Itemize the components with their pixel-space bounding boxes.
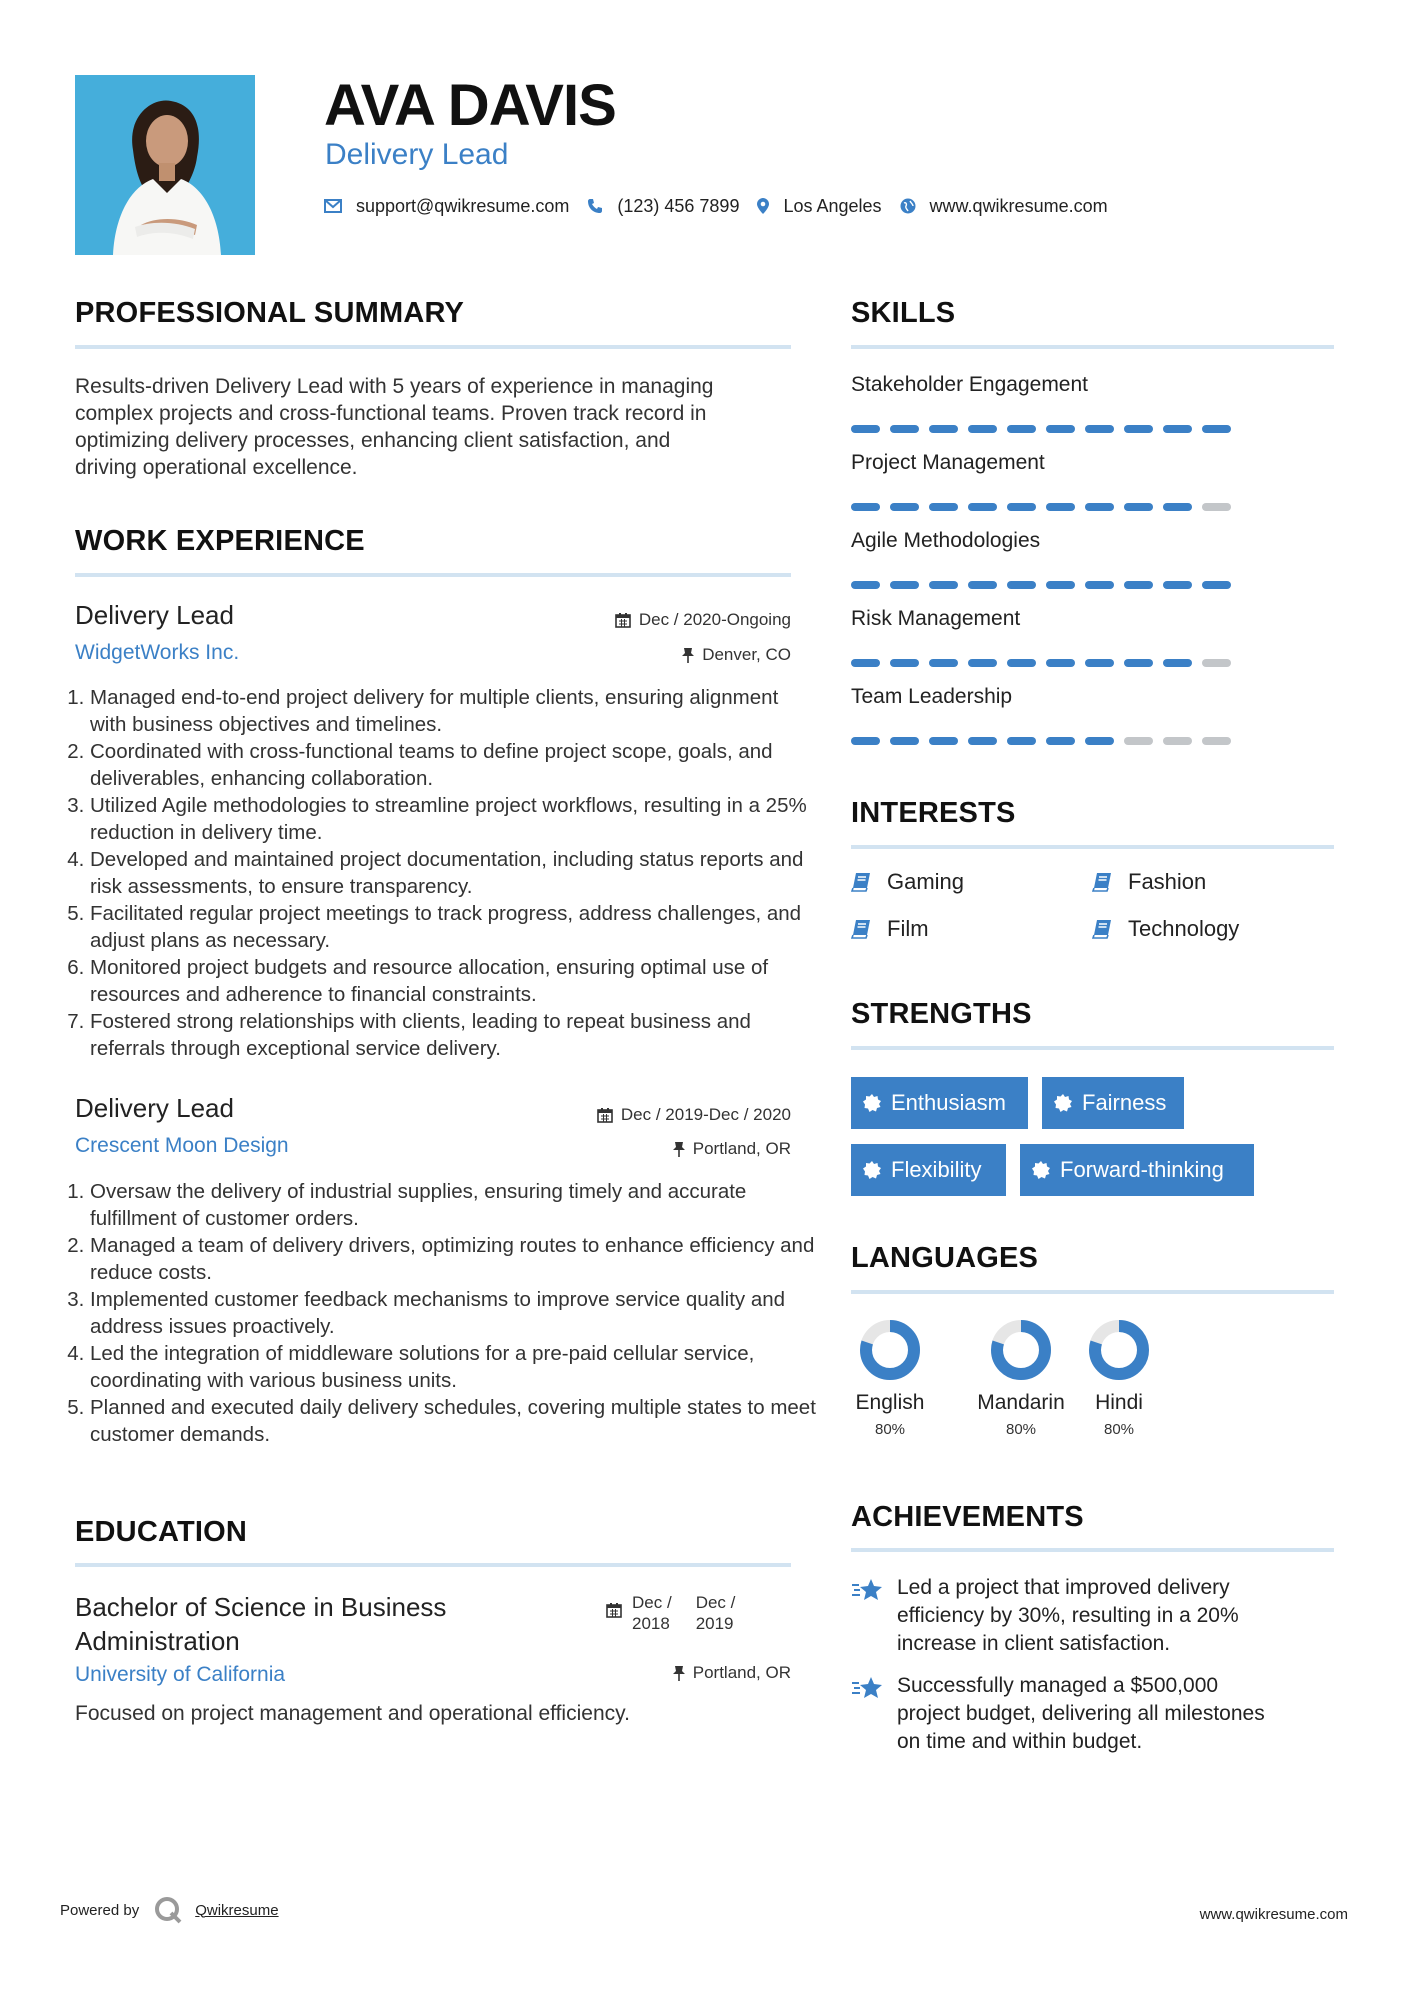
achievement-line: Successfully managed a $500,000 <box>897 1674 1219 1697</box>
skill-name: Risk Management <box>851 607 1021 630</box>
badge-icon <box>863 1094 881 1112</box>
skill-dash <box>1124 425 1153 433</box>
contact-website[interactable] <box>900 196 1108 217</box>
skill-dash <box>929 503 958 511</box>
languages-divider <box>851 1290 1334 1294</box>
skill-dash <box>851 581 880 589</box>
skill-dash <box>1007 425 1036 433</box>
language-percent: 80% <box>874 1421 906 1438</box>
job-dates-text: Dec / 2020-Ongoing <box>638 610 791 629</box>
map-pin-icon <box>757 198 769 214</box>
achievement-line: project budget, delivering all milestones <box>897 1702 1265 1725</box>
skill-dash <box>1124 659 1153 667</box>
skill-dash <box>890 737 919 745</box>
job-dates <box>480 1105 791 1125</box>
skill-dash <box>968 737 997 745</box>
achievement-item <box>851 1574 1331 1658</box>
language-percent: 80% <box>1005 1421 1037 1438</box>
list-item: 4. Developed and maintained project documentation, including status reports and risk assessments, to ensure transparency. <box>90 846 820 900</box>
skill-dash <box>1046 581 1075 589</box>
globe-icon <box>900 198 916 214</box>
achievement-item <box>851 1672 1331 1756</box>
strength-label: Enthusiasm <box>891 1090 1006 1115</box>
shooting-star-icon <box>851 1576 885 1604</box>
languages-heading: LANGUAGES <box>851 1242 1039 1274</box>
language-name: Hindi <box>1095 1391 1143 1414</box>
profile-photo <box>75 75 255 255</box>
book-icon <box>851 919 871 939</box>
summary-divider <box>75 345 791 349</box>
degree-line: Bachelor of Science in Business <box>75 1592 447 1622</box>
job-bullets <box>72 1178 820 1448</box>
skill-dash <box>968 659 997 667</box>
badge-icon <box>863 1161 881 1179</box>
contact-location-text: Los Angeles <box>783 195 882 216</box>
language-percent: 80% <box>1103 1421 1135 1438</box>
achievement-line: efficiency by 30%, resulting in a 20% <box>897 1604 1239 1627</box>
list-item: 2. Managed a team of delivery drivers, optimizing routes to enhance efficiency and reduce costs. <box>90 1232 820 1286</box>
education-end-month: Dec / <box>695 1593 736 1612</box>
list-item: 1. Oversaw the delivery of industrial supplies, ensuring timely and accurate fulfillment of customer orders. <box>90 1178 820 1232</box>
strength-label: Fairness <box>1082 1090 1167 1115</box>
interest-item <box>1092 916 1239 942</box>
job-location <box>480 645 791 665</box>
skill-dash <box>1124 503 1153 511</box>
achievements-heading: ACHIEVEMENTS <box>851 1501 1084 1533</box>
skill-dash <box>851 659 880 667</box>
skill-dash <box>1202 425 1231 433</box>
skill-name: Stakeholder Engagement <box>851 373 1088 396</box>
job-location <box>480 1139 791 1159</box>
skill-dash <box>1046 659 1075 667</box>
skills-heading: SKILLS <box>851 297 956 329</box>
job-location-text: Denver, CO <box>702 645 791 664</box>
skill-rating-bar <box>851 659 1241 667</box>
summary-line: complex projects and cross-functional teams. Proven track record in <box>75 402 707 425</box>
degree-title <box>75 1590 446 1658</box>
degree-line: Administration <box>75 1626 240 1656</box>
achievement-line: on time and within budget. <box>897 1730 1143 1753</box>
language-progress-ring <box>1087 1318 1151 1382</box>
phone-icon <box>587 198 603 214</box>
achievement-text <box>897 1672 1265 1756</box>
strength-chip <box>851 1144 1006 1196</box>
list-item: 3. Implemented customer feedback mechanisms to improve service quality and address issues proactively. <box>90 1286 820 1340</box>
interest-item <box>851 869 964 895</box>
language-item <box>845 1318 935 1438</box>
skill-dash <box>1202 581 1231 589</box>
badge-icon <box>1032 1161 1050 1179</box>
education-location-text: Portland, OR <box>692 1663 791 1682</box>
skill-dash <box>929 581 958 589</box>
skill-dash <box>890 425 919 433</box>
list-item: 5. Planned and executed daily delivery schedules, covering multiple states to meet customer demands. <box>90 1394 820 1448</box>
skill-rating-bar <box>851 425 1241 433</box>
job-bullets <box>72 684 820 1062</box>
education-description: Focused on project management and operational efficiency. <box>75 1702 630 1725</box>
envelope-icon <box>324 199 342 213</box>
list-item: 3. Utilized Agile methodologies to streamline project workflows, resulting in a 25% reduction in delivery time. <box>90 792 820 846</box>
list-item: 6. Monitored project budgets and resource allocation, ensuring optimal use of resources and adherence to financial constraints. <box>90 954 820 1008</box>
summary-heading: PROFESSIONAL SUMMARY <box>75 297 465 329</box>
skill-dash <box>1085 659 1114 667</box>
skill-dash <box>968 581 997 589</box>
skill-dash <box>1007 581 1036 589</box>
skill-dash <box>1007 503 1036 511</box>
skill-rating-bar <box>851 737 1241 745</box>
skill-dash <box>1163 581 1192 589</box>
skill-dash <box>851 503 880 511</box>
powered-by-label: Powered by <box>60 1901 140 1919</box>
skill-dash <box>1124 737 1153 745</box>
education-end-year: 2019 <box>695 1614 734 1633</box>
education-start-month: Dec / <box>632 1593 672 1612</box>
education-dates <box>606 1592 735 1634</box>
strength-label: Forward-thinking <box>1060 1157 1224 1182</box>
skill-rating-bar <box>851 503 1241 511</box>
contact-website-text: www.qwikresume.com <box>929 195 1108 216</box>
strengths-heading: STRENGTHS <box>851 998 1032 1030</box>
pushpin-icon <box>673 1141 685 1157</box>
skill-dash <box>929 737 958 745</box>
calendar-icon <box>597 1107 613 1123</box>
interest-label: Fashion <box>1128 869 1207 894</box>
skill-dash <box>1046 737 1075 745</box>
achievement-line: increase in client satisfaction. <box>897 1632 1171 1655</box>
footer-powered-by <box>60 1895 279 1925</box>
language-item <box>966 1318 1076 1438</box>
contact-phone[interactable] <box>587 196 739 217</box>
strength-chip <box>1020 1144 1254 1196</box>
skill-dash <box>1163 425 1192 433</box>
interest-label: Gaming <box>887 869 965 894</box>
summary-line: driving operational excellence. <box>75 456 358 479</box>
job-title: Delivery Lead <box>75 600 234 630</box>
skill-dash <box>1163 503 1192 511</box>
summary-line: optimizing delivery processes, enhancing client satisfaction, and <box>75 429 671 452</box>
skill-dash <box>1046 503 1075 511</box>
strength-chip <box>1042 1077 1184 1129</box>
experience-heading: WORK EXPERIENCE <box>75 525 365 557</box>
strengths-divider <box>851 1046 1334 1050</box>
pushpin-icon <box>673 1665 685 1681</box>
skill-dash <box>890 581 919 589</box>
skill-dash <box>1163 659 1192 667</box>
language-progress-ring <box>989 1318 1053 1382</box>
education-end <box>696 1592 736 1634</box>
skill-name: Project Management <box>851 451 1045 474</box>
achievement-line: Led a project that improved delivery <box>897 1576 1230 1599</box>
list-item: 2. Coordinated with cross-functional teams to define project scope, goals, and deliverables, enhancing collaboration. <box>90 738 820 792</box>
interest-label: Technology <box>1128 916 1240 941</box>
company-name[interactable]: Crescent Moon Design <box>75 1134 289 1157</box>
profile-photo-illustration <box>75 75 255 255</box>
skill-dash <box>1085 425 1114 433</box>
language-name: Mandarin <box>977 1391 1065 1414</box>
school-name[interactable]: University of California <box>75 1663 286 1686</box>
skill-dash <box>929 659 958 667</box>
experience-divider <box>75 573 791 577</box>
education-start <box>632 1592 672 1634</box>
candidate-name: AVA DAVIS <box>324 73 616 138</box>
language-item <box>1084 1318 1154 1438</box>
skill-dash <box>851 425 880 433</box>
skill-dash <box>968 425 997 433</box>
company-name[interactable]: WidgetWorks Inc. <box>75 641 240 664</box>
skill-dash <box>1202 503 1231 511</box>
contact-bar <box>324 194 1126 218</box>
interest-label: Film <box>887 916 929 941</box>
skill-name: Agile Methodologies <box>851 529 1041 552</box>
skill-dash <box>1085 737 1114 745</box>
skill-rating-bar <box>851 581 1241 589</box>
calendar-icon <box>615 612 631 628</box>
contact-email-text: support@qwikresume.com <box>356 195 570 216</box>
qwikresume-link[interactable]: Qwikresume <box>195 1901 279 1919</box>
summary-line: Results-driven Delivery Lead with 5 years of experience in managing <box>75 375 714 398</box>
footer-website[interactable]: www.qwikresume.com <box>1199 1906 1348 1923</box>
candidate-role: Delivery Lead <box>325 138 509 171</box>
list-item: 4. Led the integration of middleware solutions for a pre-paid cellular service, coordinating with various business units. <box>90 1340 820 1394</box>
list-item: 5. Facilitated regular project meetings to track progress, address challenges, and adjust plans as necessary. <box>90 900 820 954</box>
job-dates-text: Dec / 2019-Dec / 2020 <box>620 1105 791 1124</box>
interests-divider <box>851 845 1334 849</box>
skill-dash <box>851 737 880 745</box>
skill-dash <box>890 503 919 511</box>
shooting-star-icon <box>851 1674 885 1702</box>
contact-location <box>757 196 881 217</box>
pushpin-icon <box>682 647 694 663</box>
skill-dash <box>1202 659 1231 667</box>
summary-text <box>75 373 805 481</box>
skills-divider <box>851 345 1334 349</box>
strength-label: Flexibility <box>891 1157 982 1182</box>
badge-icon <box>1054 1094 1072 1112</box>
education-heading: EDUCATION <box>75 1516 248 1548</box>
skill-dash <box>1046 425 1075 433</box>
skill-dash <box>1007 737 1036 745</box>
education-location <box>480 1663 791 1683</box>
book-icon <box>1092 919 1112 939</box>
contact-phone-text: (123) 456 7899 <box>617 195 740 216</box>
calendar-icon <box>606 1602 622 1618</box>
skill-dash <box>929 425 958 433</box>
interests-heading: INTERESTS <box>851 797 1016 829</box>
interest-item <box>851 916 929 942</box>
skill-dash <box>1085 581 1114 589</box>
strength-chip <box>851 1077 1028 1129</box>
interest-item <box>1092 869 1206 895</box>
skill-dash <box>1085 503 1114 511</box>
language-name: English <box>855 1391 925 1414</box>
skill-name: Team Leadership <box>851 685 1013 708</box>
skill-dash <box>1202 737 1231 745</box>
skill-dash <box>1007 659 1036 667</box>
list-item: 1. Managed end-to-end project delivery for multiple clients, ensuring alignment with business objectives and timelines. <box>90 684 820 738</box>
contact-email[interactable] <box>324 196 569 217</box>
job-location-text: Portland, OR <box>692 1139 791 1158</box>
skill-dash <box>968 503 997 511</box>
qwikresume-logo-icon <box>153 1895 183 1925</box>
achievement-text <box>897 1574 1239 1658</box>
job-dates <box>480 610 791 630</box>
skill-dash <box>1124 581 1153 589</box>
language-progress-ring <box>858 1318 922 1382</box>
list-item: 7. Fostered strong relationships with clients, leading to repeat business and referrals through exceptional service delivery. <box>90 1008 820 1062</box>
skill-dash <box>890 659 919 667</box>
job-title: Delivery Lead <box>75 1093 234 1123</box>
book-icon <box>1092 872 1112 892</box>
book-icon <box>851 872 871 892</box>
skill-dash <box>1163 737 1192 745</box>
education-start-year: 2018 <box>632 1614 670 1633</box>
achievements-divider <box>851 1548 1334 1552</box>
education-divider <box>75 1563 791 1567</box>
